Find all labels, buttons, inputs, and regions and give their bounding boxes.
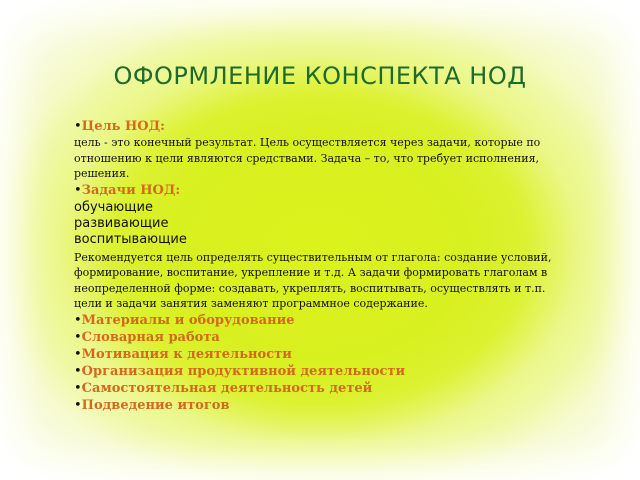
bullet: •	[74, 329, 82, 345]
section-item	[74, 397, 574, 414]
section-item-text: Подведение итогов	[81, 397, 230, 413]
tasks-heading-text: Задачи НОД:	[81, 182, 181, 198]
section-item	[74, 346, 574, 363]
section-item-text: Словарная работа	[81, 329, 220, 345]
task-type-item: обучающие	[74, 199, 153, 215]
slide-title: ОФОРМЛЕНИЕ КОНСПЕКТА НОД	[113, 62, 527, 90]
slide-content	[74, 118, 574, 414]
task-type-item: воспитывающие	[74, 231, 187, 247]
bullet: •	[74, 182, 82, 198]
section-item	[74, 312, 574, 329]
bullet: •	[74, 119, 82, 134]
section-item-text: Организация продуктивной деятельности	[81, 363, 406, 379]
bullet: •	[74, 397, 82, 413]
bullet: •	[74, 312, 82, 328]
tasks-heading	[74, 182, 574, 199]
tasks-text: Рекомендуется цель определять существительным от глагола: создание условий, формирование, воспитание, укрепление и т.д. А задачи формировать глаголам в неопределенной форме: создавать, укреплять, воспитывать, осуществлять и т.п. цели и задачи занятия заменяют программное содержание.	[74, 250, 552, 310]
section-item-text: Мотивация к деятельности	[81, 346, 292, 362]
bullet: •	[74, 346, 82, 362]
bullet: •	[74, 363, 82, 379]
goal-heading	[74, 118, 574, 135]
section-item-text: Материалы и оборудование	[81, 312, 295, 328]
section-item-text: Самостоятельная деятельность детей	[81, 380, 373, 396]
task-types-list	[74, 200, 574, 248]
task-type-item: развивающие	[74, 215, 169, 231]
section-item	[74, 329, 574, 346]
goal-heading-text: Цель НОД:	[81, 119, 165, 134]
bullet: •	[74, 380, 82, 396]
goal-text: цель - это конечный результат. Цель осуществляется через задачи, которые по отношению к цели являются средствами. Задача – то, что требует исполнения, решения.	[74, 136, 541, 180]
section-item	[74, 380, 574, 397]
section-item	[74, 363, 574, 380]
